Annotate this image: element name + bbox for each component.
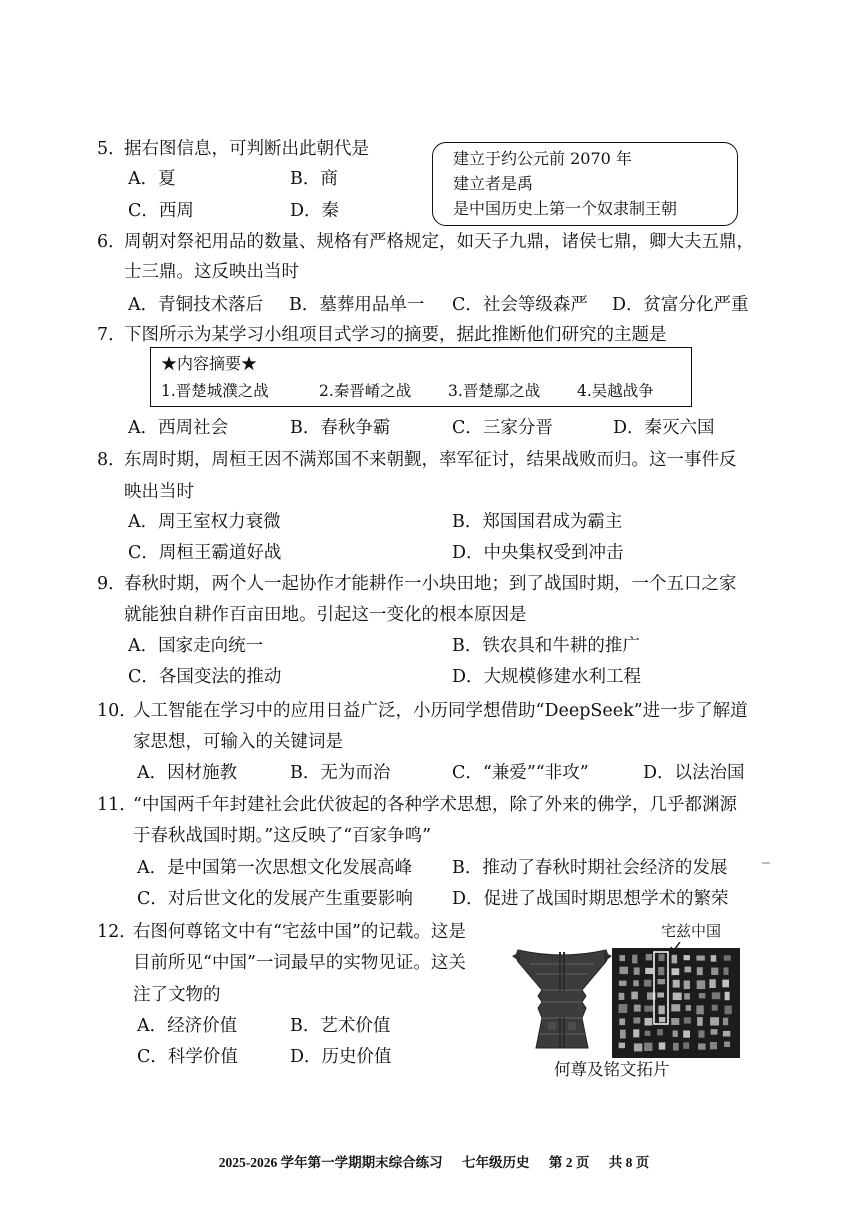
question-8-stem-line-2: 映出当时 bbox=[124, 482, 194, 502]
question-11-option-c: C．对后世文化的发展产生重要影响 bbox=[137, 889, 413, 909]
inscription-glyph bbox=[619, 1018, 625, 1025]
question-5-option-b: B．商 bbox=[290, 169, 338, 189]
question-12-option-a: A．经济价值 bbox=[137, 1016, 238, 1036]
inscription-glyph bbox=[697, 967, 703, 975]
inscription-glyph bbox=[658, 1006, 664, 1015]
inscription-glyph bbox=[697, 980, 706, 989]
question-10-option-c: C．“兼爱”“非攻” bbox=[452, 763, 589, 783]
inscription-glyph bbox=[696, 1005, 703, 1014]
inscription-glyph bbox=[631, 992, 638, 1000]
inscription-glyph bbox=[698, 1030, 704, 1037]
question-7-option-c: C．三家分晋 bbox=[452, 418, 553, 438]
inscription-glyph bbox=[684, 981, 690, 990]
inscription-rubbing-image bbox=[612, 942, 740, 1058]
question-12-option-b: B．艺术价值 bbox=[290, 1016, 391, 1036]
inscription-glyph bbox=[658, 967, 664, 975]
inscription-glyph bbox=[723, 1018, 728, 1025]
summary-item-3: 3.晋楚鄢之战 bbox=[448, 382, 541, 400]
question-8-option-b: B．郑国国君成为霸主 bbox=[452, 512, 623, 532]
question-6-number: 6． bbox=[97, 232, 126, 252]
question-11-stem-line-2: 于春秋战国时期。”这反映了“百家争鸣” bbox=[133, 826, 432, 846]
question-9-stem-line-1: 春秋时期，两个人一起协作才能耕作一小块田地；到了战国时期，一个五口之家 bbox=[124, 574, 737, 594]
question-11-option-b: B．推动了春秋时期社会经济的发展 bbox=[452, 858, 728, 878]
rubbing-label: 宅兹中国 bbox=[661, 922, 722, 940]
question-8-number: 8． bbox=[97, 450, 126, 470]
question-12-number: 12． bbox=[97, 922, 137, 942]
inscription-glyph bbox=[712, 1005, 718, 1011]
footer-subject: 七年级历史 bbox=[462, 1155, 530, 1170]
inscription-glyph bbox=[725, 992, 730, 1000]
question-11-option-a: A．是中国第一次思想文化发展高峰 bbox=[137, 858, 413, 878]
question-12-stem-line-2: 目前所见“中国”一词最早的实物见证。这关 bbox=[133, 953, 466, 973]
inscription-glyph bbox=[633, 1029, 639, 1037]
question-8-option-c: C．周桓王霸道好战 bbox=[128, 543, 282, 563]
inscription-glyph bbox=[724, 1042, 730, 1048]
question-10-stem-line-2: 家思想，可输入的关键词是 bbox=[133, 732, 343, 752]
question-6-option-d: D．贫富分化严重 bbox=[612, 295, 749, 315]
question-6-option-c: C．社会等级森严 bbox=[452, 295, 588, 315]
inscription-glyph bbox=[619, 993, 625, 1000]
question-9-option-a: A．国家走向统一 bbox=[128, 636, 264, 656]
inscription-glyph bbox=[673, 980, 680, 988]
inscription-glyph bbox=[725, 1006, 732, 1015]
inscription-glyph bbox=[644, 980, 651, 987]
question-12-option-c: C．科学价值 bbox=[137, 1047, 238, 1067]
inscription-glyph bbox=[634, 1005, 641, 1012]
page-footer bbox=[0, 1151, 868, 1171]
question-10-number: 10． bbox=[97, 701, 137, 721]
inscription-glyph bbox=[697, 1017, 703, 1026]
inscription-glyph bbox=[619, 1004, 628, 1013]
inscription-glyph bbox=[673, 993, 682, 1001]
inscription-glyph bbox=[672, 968, 680, 975]
inscription-glyph bbox=[699, 993, 706, 998]
summary-item-4: 4.吴越战争 bbox=[577, 382, 654, 400]
question-9-option-c: C．各国变法的推动 bbox=[128, 667, 282, 687]
inscription-glyph bbox=[724, 967, 729, 975]
footer-total-pages: 共 8 页 bbox=[608, 1155, 650, 1170]
question-6-option-a: A．青铜技术落后 bbox=[128, 295, 264, 315]
inscription-glyph bbox=[684, 1017, 691, 1023]
info-box-line-3: 是中国历史上第一个奴隶制王朝 bbox=[453, 199, 678, 218]
content-summary-box bbox=[150, 347, 692, 407]
inscription-glyph bbox=[673, 1043, 679, 1051]
question-6-option-b: B．墓葬用品单一 bbox=[289, 295, 425, 315]
inscription-glyph bbox=[686, 1005, 691, 1011]
question-7-number: 7． bbox=[97, 325, 126, 345]
inscription-glyph bbox=[683, 1042, 689, 1049]
inscription-glyph bbox=[712, 992, 721, 999]
inscription-glyph bbox=[696, 956, 704, 961]
question-9-stem-line-2: 就能独自耕作百亩田地。引起这一变化的根本原因是 bbox=[124, 605, 527, 625]
inscription-glyph bbox=[672, 955, 678, 964]
inscription-glyph bbox=[671, 1018, 679, 1025]
question-7-stem: 下图所示为某学习小组项目式学习的摘要，据此推断他们研究的主题是 bbox=[124, 325, 667, 345]
inscription-glyph bbox=[710, 1017, 719, 1025]
inscription-glyph bbox=[711, 968, 718, 975]
question-6-stem-line-1: 周朝对祭祀用品的数量、规格有严格规定，如天子九鼎，诸侯七鼎，卿大夫五鼎， bbox=[124, 232, 754, 252]
inscription-glyph bbox=[620, 967, 629, 974]
question-12-option-d: D．历史价值 bbox=[290, 1047, 392, 1067]
inscription-glyph bbox=[646, 954, 652, 960]
inscription-glyph bbox=[659, 1042, 666, 1049]
inscription-glyph bbox=[684, 993, 690, 999]
question-9-number: 9． bbox=[97, 574, 126, 594]
inscription-glyph bbox=[645, 968, 653, 974]
question-8-stem-line-1: 东周时期，周桓王因不满郑国不来朝觐，率军征讨，结果战败而归。这一事件反 bbox=[124, 450, 737, 470]
question-11-option-d: D．促进了战国时期思想学术的繁荣 bbox=[452, 889, 729, 909]
inscription-glyph bbox=[620, 1030, 626, 1039]
question-5-option-c: C．西周 bbox=[128, 201, 194, 221]
inscription-glyph bbox=[659, 954, 665, 961]
question-10-option-d: D．以法治国 bbox=[643, 763, 745, 783]
margin-mark bbox=[762, 862, 770, 864]
info-box-line-2: 建立者是禹 bbox=[453, 174, 534, 193]
inscription-glyph bbox=[657, 993, 664, 998]
question-7-option-b: B．春秋争霸 bbox=[290, 418, 391, 438]
inscription-glyph bbox=[722, 980, 729, 988]
question-12-stem-line-1: 右图何尊铭文中有“宅兹中国”的记载。这是 bbox=[133, 922, 466, 942]
inscription-glyph bbox=[683, 1031, 690, 1038]
question-6-stem-line-2: 士三鼎。这反映出当时 bbox=[124, 262, 299, 282]
question-5-option-a: A．夏 bbox=[128, 169, 176, 189]
he-zun-vessel-image bbox=[512, 944, 612, 1056]
figure-caption: 何尊及铭文拓片 bbox=[554, 1060, 670, 1079]
inscription-glyph bbox=[671, 1004, 680, 1011]
question-12-stem-line-3: 注了文物的 bbox=[133, 985, 221, 1005]
inscription-glyph bbox=[723, 1031, 730, 1037]
footer-exam-title: 2025-2026 学年第一学期期末综合练习 bbox=[218, 1155, 443, 1170]
question-11-stem-line-1: “中国两千年封建社会此伏彼起的各种学术思想，除了外来的佛学，几乎都渊源 bbox=[133, 795, 737, 815]
question-7-option-d: D．秦灭六国 bbox=[613, 418, 715, 438]
question-8-option-d: D．中央集权受到冲击 bbox=[452, 543, 624, 563]
inscription-glyph bbox=[710, 1042, 717, 1049]
question-8-option-a: A．周王室权力衰微 bbox=[128, 512, 281, 532]
footer-page-number: 第 2 页 bbox=[548, 1155, 590, 1170]
inscription-glyph bbox=[658, 979, 666, 984]
inscription-glyph bbox=[685, 967, 692, 973]
question-11-number: 11． bbox=[97, 795, 137, 815]
inscription-glyph bbox=[645, 1031, 651, 1036]
inscription-glyph bbox=[632, 955, 637, 964]
inscription-glyph bbox=[711, 955, 717, 962]
inscription-glyph bbox=[644, 1006, 653, 1012]
question-7-option-a: A．西周社会 bbox=[128, 418, 229, 438]
question-5-option-d: D．秦 bbox=[290, 201, 340, 221]
inscription-glyph bbox=[724, 955, 731, 960]
inscription-glyph bbox=[709, 979, 716, 988]
question-10-option-a: A．因材施教 bbox=[137, 763, 238, 783]
inscription-glyph bbox=[619, 981, 627, 986]
summary-title: ★内容摘要★ bbox=[161, 354, 258, 373]
inscription-glyph bbox=[619, 1043, 625, 1049]
inscription-glyph bbox=[634, 1043, 642, 1051]
info-box-line-1: 建立于约公元前 2070 年 bbox=[453, 149, 632, 168]
dynasty-info-box bbox=[432, 142, 738, 226]
summary-item-1: 1.晋楚城濮之战 bbox=[161, 382, 269, 400]
inscription-glyph bbox=[673, 1030, 678, 1037]
inscription-glyph bbox=[659, 1017, 665, 1022]
question-10-option-b: B．无为而治 bbox=[290, 763, 391, 783]
inscription-glyph bbox=[684, 955, 690, 960]
summary-item-2: 2.秦晋崤之战 bbox=[319, 382, 412, 400]
inscription-glyph bbox=[620, 955, 626, 961]
inscription-glyph bbox=[634, 967, 640, 974]
question-10-stem-line-1: 人工智能在学习中的应用日益广泛，小历同学想借助“DeepSeek”进一步了解道 bbox=[133, 701, 748, 721]
question-5-stem: 据右图信息，可判断出此朝代是 bbox=[124, 139, 369, 159]
inscription-glyph bbox=[657, 1029, 663, 1035]
question-9-option-d: D．大规模修建水利工程 bbox=[452, 667, 642, 687]
inscription-glyph bbox=[634, 1017, 641, 1023]
inscription-glyph bbox=[633, 980, 639, 986]
question-5-number: 5． bbox=[97, 139, 126, 159]
inscription-glyph bbox=[645, 1018, 653, 1026]
inscription-glyph bbox=[711, 1029, 718, 1035]
inscription-glyph bbox=[644, 1043, 652, 1051]
question-9-option-b: B．铁农具和牛耕的推广 bbox=[452, 636, 640, 656]
inscription-glyph bbox=[698, 1043, 705, 1049]
